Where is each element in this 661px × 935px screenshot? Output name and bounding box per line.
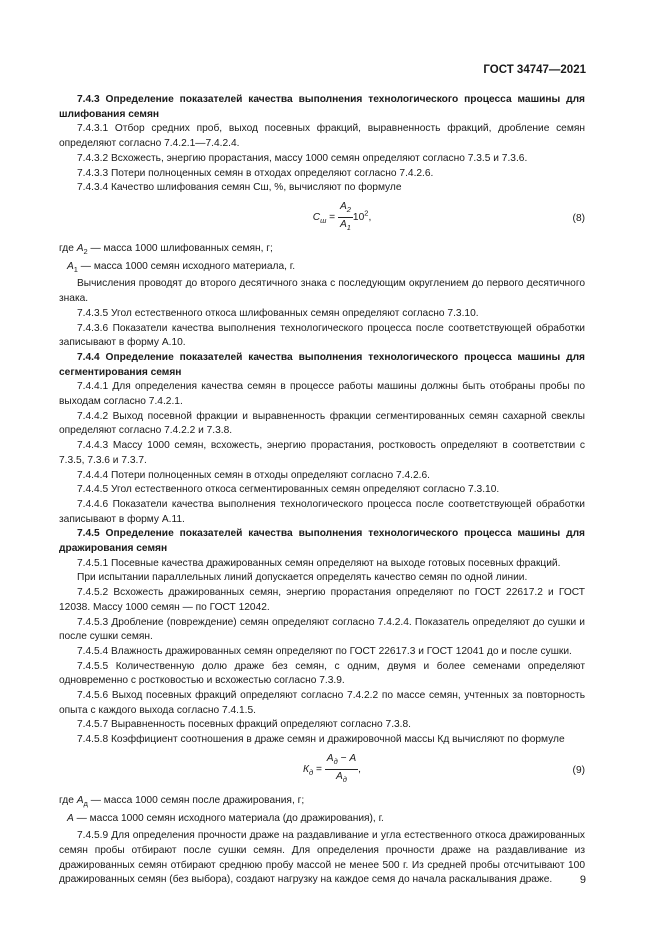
formula-9-fraction: $\frac{А_д - А}{А_д}$ (326, 752, 357, 784)
formula-8-legend (59, 242, 585, 277)
paragraph: 7.4.3.1 Отбор средних проб, выход посевных фракций, выравненность фракций, дробление семян определяют согласно 7.4.2.1—7.4.2.4. (59, 123, 585, 150)
paragraph: 7.4.5.2 Всхожесть дражированных семян, энергию прорастания определяют по ГОСТ 22617.2 и ГОСТ 12038. Массу 1000 семян — по ГОСТ 12042. (59, 587, 585, 613)
formula-8-fraction: $\frac{А_2}{А_1}$ (339, 200, 351, 232)
paragraph: 7.4.3.6 Показатели качества выполнения технологического процесса после соответствующей обработки записывают в форму А.10. (59, 322, 585, 349)
paragraph: 7.4.3.2 Всхожесть, энергию прорастания, массу 1000 семян определяют согласно 7.3.5 и 7.3.6. (77, 152, 528, 164)
paragraph: 7.4.4.4 Потери полноценных семян в отходы определяют согласно 7.4.2.6. (77, 469, 430, 481)
section-7-4-5-9 (59, 829, 585, 888)
section-heading: 7.4.3 Определение показателей качества выполнения технологического процесса машины для шлифования семян (59, 94, 585, 120)
paragraph: 7.4.5.1 Посевные качества дражированных семян определяют на выходе готовых посевных фракций. (77, 557, 561, 569)
legend-entry: где $А_д$ — масса 1000 семян после дражирования, г; (59, 794, 305, 808)
paragraph: При испытании параллельных линий допускается определять качество семян по одной линии. (77, 572, 528, 584)
paragraph: 7.4.5.6 Выход посевных фракций определяют согласно 7.4.2.2 по массе семян, учтенных за повторность опыта с каждого выхода согласно 7.4.1.5. (59, 690, 585, 716)
formula-8: $С_ш$ = $\frac{А_2}{А_1}$ $10^2$, (8) (59, 200, 585, 240)
formula-9-legend (59, 794, 585, 829)
paragraph: 7.4.4.2 Выход посевной фракции и выравненность фракции сегментированных семян сахарной свеклы определяют согласно 7.4.2.2 и 7.3.8. (59, 410, 585, 437)
document-code: ГОСТ 34747—2021 (483, 64, 586, 76)
paragraph: 7.4.4.6 Показатели качества выполнения технологического процесса после соответствующей обработки записывают в форму А.11. (59, 498, 585, 525)
page-number: 9 (579, 874, 586, 886)
paragraph: 7.4.5.7 Выравненность посевных фракций определяют согласно 7.3.8. (77, 719, 412, 731)
paragraph: 7.4.4.1 Для определения качества семян в процессе работы машины должны быть отобраны пробы по выходам согласно 7.4.2.1. (59, 381, 585, 408)
formula-9-lhs: $К_д$ (302, 764, 314, 778)
paragraph: 7.4.3.3 Потери полноценных семян в отходах определяют согласно 7.4.2.6. (77, 167, 434, 179)
paragraph: 7.4.5.4 Влажность дражированных семян определяют по ГОСТ 22617.3 и ГОСТ 12041 до и после сушки. (77, 645, 572, 657)
paragraph: 7.4.5.5 Количественную долю драже без семян, с одним, двумя и более семенами определяют одновременно с ростковостью и всхожестью согласно 7.3.9. (59, 660, 585, 687)
paragraph: 7.4.4.3 Массу 1000 семян, всхожесть, энергию прорастания, ростковость определяют в соответствии с 7.3.5, 7.3.6 и 7.3.7. (59, 440, 585, 466)
legend-entry: А — масса 1000 семян исходного материала (до дражирования), г. (67, 812, 384, 824)
legend-entry: где $А_2$ — масса 1000 шлифованных семян, г; (59, 242, 273, 256)
paragraph: 7.4.5.3 Дробление (повреждение) семян определяют согласно 7.4.2.4. Показатель определяют до сушки и после сушки семян. (59, 616, 585, 643)
formula-9-eq: = (316, 764, 322, 776)
paragraph: 7.4.4.5 Угол естественного откоса сегментированных семян определяют согласно 7.3.10. (77, 484, 500, 496)
paragraph: 7.4.3.4 Качество шлифования семян Сш, %, вычисляют по формуле (77, 182, 402, 194)
paragraph: 7.4.3.5 Угол естественного откоса шлифованных семян определяют согласно 7.3.10. (77, 307, 479, 319)
document-body (59, 93, 585, 888)
formula-8-multiplier: $10^2$ (352, 208, 369, 224)
formula-8-lhs: $С_ш$ (312, 212, 327, 226)
paragraph: 7.4.5.9 Для определения прочности драже на раздавливание и угла естественного откоса дражированных семян пробы отбирают после сушки семян. Для определения прочности драже на раздавливание из дражированных семян отбирают среднюю пробу массой не менее 500 г. Из средней пробы отсчитывают 100 дражированных семян (без выбора), создают нагрузку на каждое семя до начала раскалывания драже. (59, 830, 585, 886)
formula-8-number: (8) (572, 212, 585, 224)
section-heading: 7.4.4 Определение показателей качества выполнения технологического процесса машины для сегментирования семян (59, 351, 585, 378)
sections-7-4-3-to-7-4-5 (59, 277, 585, 748)
legend-entry: $А_1$ — масса 1000 семян исходного материала, г. (67, 260, 296, 274)
formula-9: $К_д$ = $\frac{А_д - А}{А_д}$ , (9) (59, 752, 585, 792)
section-heading: 7.4.5 Определение показателей качества выполнения технологического процесса машины для дражирования семян (59, 528, 585, 555)
paragraph: 7.4.5.8 Коэффициент соотношения в драже семян и дражировочной массы Кд вычисляют по формуле (77, 734, 565, 746)
section-7-4-3 (59, 93, 585, 196)
formula-9-number: (9) (572, 764, 585, 776)
formula-8-eq: = (329, 212, 336, 224)
paragraph: Вычисления проводят до второго десятичного знака с последующим округлением до первого десятичного знака. (59, 278, 585, 305)
